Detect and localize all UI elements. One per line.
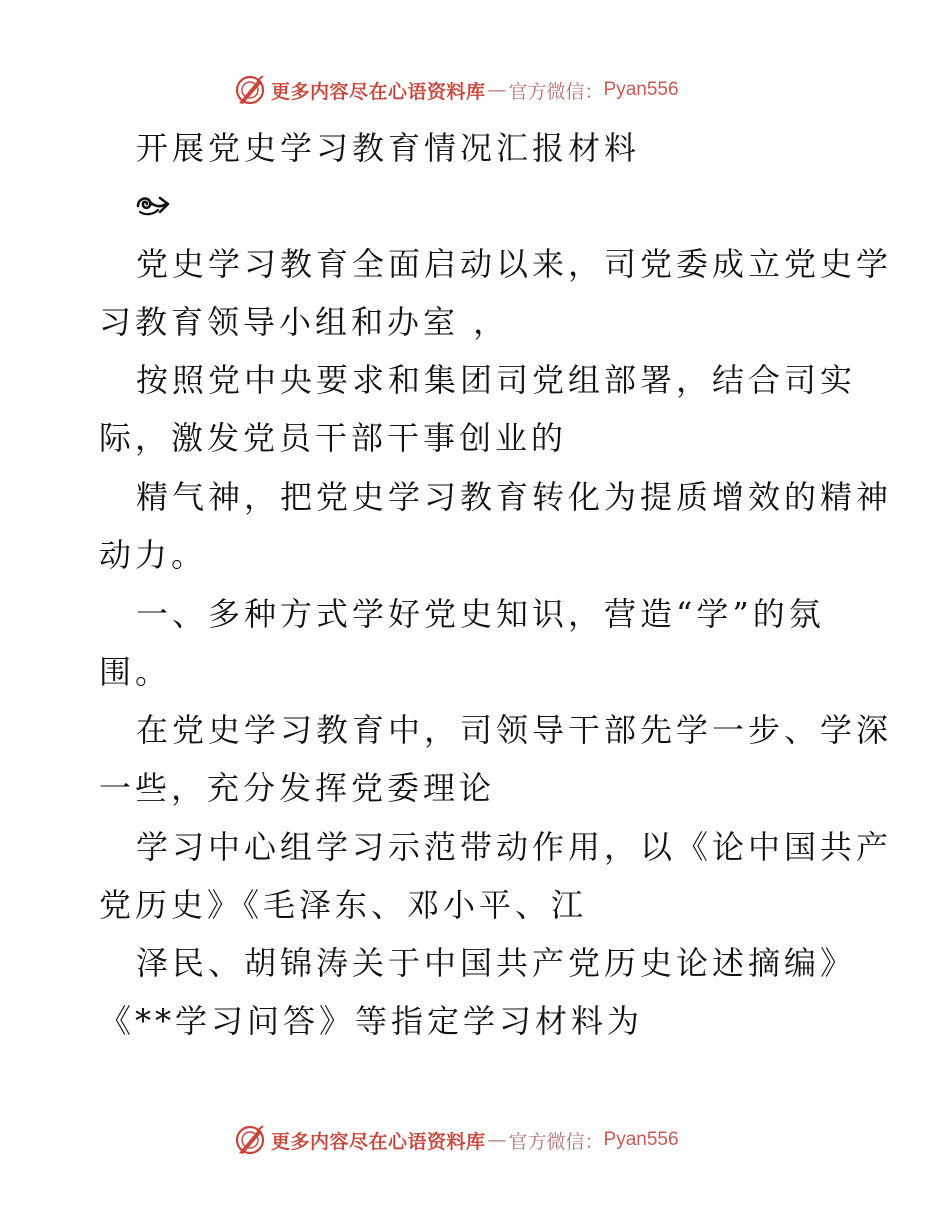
paragraph-line: 在党史学习教育中，司领导干部先学一步、学深 xyxy=(136,711,893,749)
swirl-ornament-icon xyxy=(134,192,172,218)
section-heading: 一、多种方式学好党史知识，营造“学”的氛 xyxy=(136,595,825,633)
banner-wechat-label: 官方微信： xyxy=(508,1130,604,1153)
paragraph-line: 习教育领导小组和办室 ， xyxy=(99,303,510,341)
paragraph-line: 际，激发党员干部干事创业的 xyxy=(99,419,568,457)
paragraph-line: 围。 xyxy=(99,653,172,691)
header-banner xyxy=(233,72,679,108)
banner-wechat-label: 官方微信： xyxy=(508,80,604,103)
banner-dash: — xyxy=(487,79,507,101)
paragraph-line: 精气神，把党史学习教育转化为提质增效的精神 xyxy=(136,478,893,516)
banner-brand: 更多内容尽在心语资料库 xyxy=(271,1130,486,1153)
paragraph-line: 动力。 xyxy=(99,536,208,574)
banner-dash: — xyxy=(487,1129,507,1151)
banner-wechat-handle: Pyan556 xyxy=(603,79,679,100)
banner-brand: 更多内容尽在心语资料库 xyxy=(271,80,486,103)
document-title: 开展党史学习教育情况汇报材料 xyxy=(136,129,641,167)
paragraph-line: 党历史》《毛泽东、邓小平、江 xyxy=(99,886,588,924)
paragraph-line: 党史学习教育全面启动以来，司党委成立党史学 xyxy=(136,245,893,283)
footer-banner xyxy=(233,1122,679,1158)
banner-wechat-handle: Pyan556 xyxy=(603,1129,679,1150)
quill-logo-icon xyxy=(233,73,267,107)
quill-logo-icon xyxy=(233,1123,267,1157)
paragraph-line: 《**学习问答》等指定学习材料为 xyxy=(99,1002,644,1040)
paragraph-line: 学习中心组学习示范带动作用，以《论中国共产 xyxy=(136,828,893,866)
paragraph-line: 按照党中央要求和集团司党组部署，结合司实 xyxy=(136,361,857,399)
paragraph-line: 一些，充分发挥党委理论 xyxy=(99,769,496,807)
paragraph-line: 泽民、胡锦涛关于中国共产党历史论述摘编》 xyxy=(136,944,857,982)
